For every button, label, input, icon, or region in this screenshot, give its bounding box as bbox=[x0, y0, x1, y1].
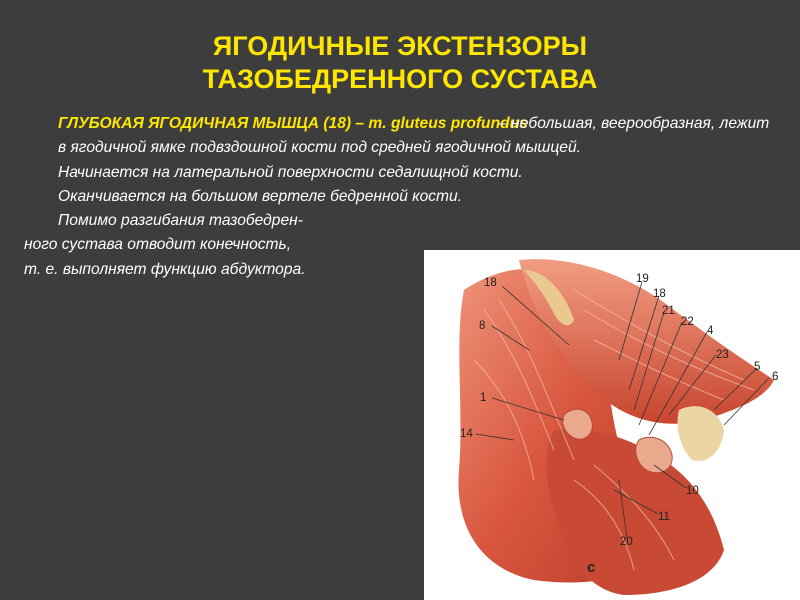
label-22: 22 bbox=[681, 316, 694, 328]
muscle-heading: ГЛУБОКАЯ ЯГОДИЧНАЯ МЫШЦА (18) – m. gluteus profundus bbox=[58, 115, 528, 132]
label-23: 23 bbox=[716, 349, 729, 361]
label-14: 14 bbox=[460, 428, 473, 440]
insertion-text: Оканчивается на большом вертеле бедренной кости. bbox=[58, 187, 463, 205]
title-line-2: ТАЗОБЕДРЕННОГО СУСТАВА bbox=[202, 64, 598, 94]
heading-description: – небольшая, веерообразная, лежит в ягодичной ямке подвздошной кости под средней ягодичной мышцей. bbox=[58, 115, 770, 157]
label-11: 11 bbox=[658, 511, 670, 523]
label-10: 10 bbox=[686, 485, 699, 497]
function-line-3: т. е. выполняет функцию абдуктора. bbox=[24, 260, 306, 278]
label-5: 5 bbox=[754, 361, 761, 373]
muscle-diagram bbox=[424, 250, 800, 600]
title-line-1: ЯГОДИЧНЫЕ ЭКСТЕНЗОРЫ bbox=[212, 31, 588, 61]
label-1: 1 bbox=[480, 392, 487, 404]
label-6: 6 bbox=[772, 371, 779, 383]
label-8: 8 bbox=[479, 320, 486, 332]
origin-text: Начинается на латеральной поверхности седалищной кости. bbox=[58, 163, 523, 181]
label-18a: 18 bbox=[484, 277, 497, 289]
label-4: 4 bbox=[707, 325, 714, 337]
panel-letter: c bbox=[587, 559, 596, 576]
slide-title bbox=[0, 30, 800, 96]
label-18b: 18 bbox=[653, 288, 666, 300]
label-19: 19 bbox=[636, 273, 649, 285]
label-20: 20 bbox=[620, 536, 633, 548]
label-21: 21 bbox=[662, 305, 675, 317]
function-line-2: ного сустава отводит конечность, bbox=[24, 236, 292, 254]
heading-paragraph bbox=[24, 112, 773, 161]
function-line-1: Помимо разгибания тазобедрен- bbox=[58, 212, 303, 230]
anatomy-illustration bbox=[424, 250, 800, 600]
